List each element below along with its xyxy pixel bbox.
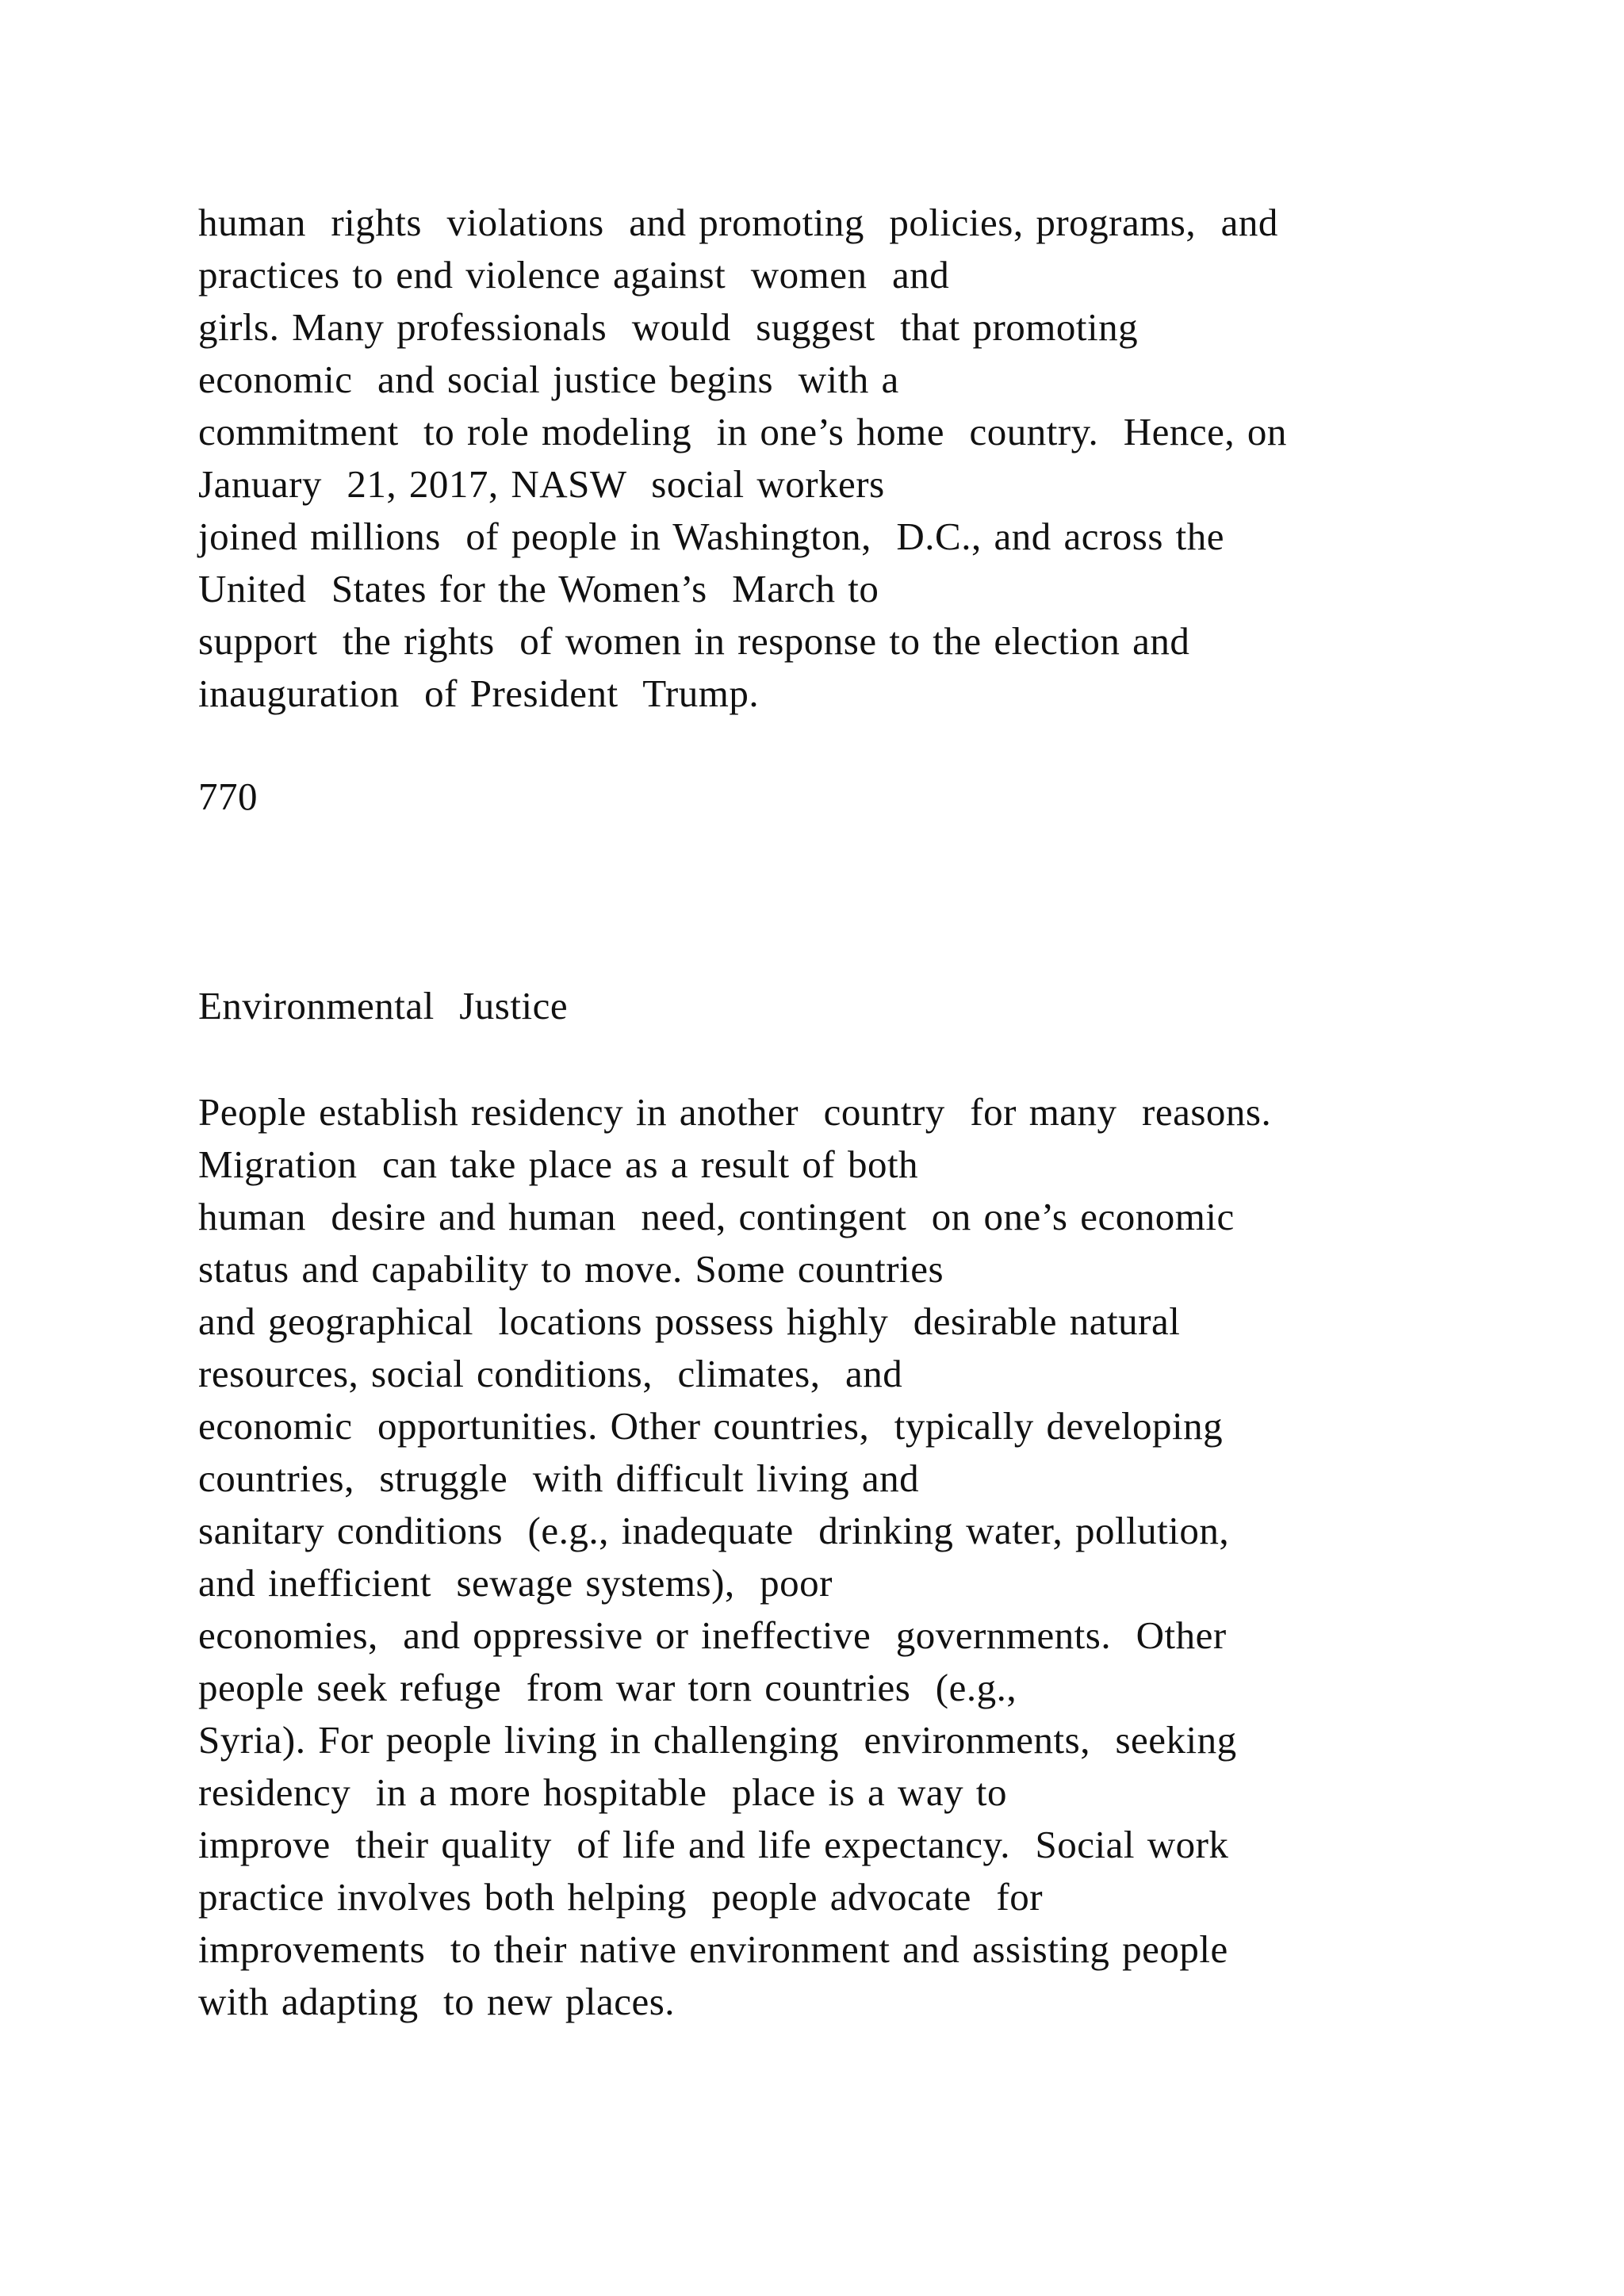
- text-line: practice involves both helping people advocate for: [198, 1875, 1044, 1919]
- text-line: countries, struggle with difficult living and: [198, 1456, 920, 1500]
- text-line: economic opportunities. Other countries, typically developing: [198, 1404, 1224, 1448]
- text-line: commitment to role modeling in one’s home country. Hence, on: [198, 410, 1287, 453]
- text-line: improvements to their native environment and assisting people: [198, 1927, 1228, 1971]
- text-line: Migration can take place as a result of both: [198, 1142, 919, 1186]
- text-line: improve their quality of life and life expectancy. Social work: [198, 1823, 1229, 1866]
- section-heading-text: Environmental Justice: [198, 984, 569, 1027]
- text-line: economic and social justice begins with a: [198, 358, 899, 401]
- text-line: Syria). For people living in challenging environments, seeking: [198, 1718, 1237, 1762]
- text-line: human rights violations and promoting policies, programs, and: [198, 201, 1278, 244]
- text-line: human desire and human need, contingent on one’s economic: [198, 1195, 1235, 1238]
- text-line: January 21, 2017, NASW social workers: [198, 462, 885, 506]
- text-line: support the rights of women in response to the election and: [198, 619, 1190, 663]
- text-line: and inefficient sewage systems), poor: [198, 1561, 833, 1605]
- paragraph-human-rights: [198, 197, 1594, 720]
- text-line: status and capability to move. Some countries: [198, 1247, 944, 1291]
- text-line: with adapting to new places.: [198, 1980, 676, 2023]
- page-number: [198, 771, 1594, 823]
- text-line: economies, and oppressive or ineffective governments. Other: [198, 1613, 1227, 1657]
- text-line: joined millions of people in Washington, D.C., and across the: [198, 515, 1225, 558]
- text-line: United States for the Women’s March to: [198, 567, 879, 610]
- paragraph-environmental-justice: [198, 1086, 1594, 2028]
- page-number-text: 770: [198, 775, 258, 818]
- text-line: People establish residency in another country for many reasons.: [198, 1090, 1272, 1134]
- text-line: resources, social conditions, climates, and: [198, 1352, 903, 1395]
- text-line: sanitary conditions (e.g., inadequate drinking water, pollution,: [198, 1509, 1230, 1552]
- text-line: and geographical locations possess highly desirable natural: [198, 1299, 1181, 1343]
- text-line: practices to end violence against women and: [198, 253, 950, 297]
- text-line: inauguration of President Trump.: [198, 672, 760, 715]
- text-line: residency in a more hospitable place is a way to: [198, 1770, 1007, 1814]
- text-line: people seek refuge from war torn countries (e.g.,: [198, 1666, 1017, 1709]
- section-heading: [198, 980, 1594, 1032]
- text-line: girls. Many professionals would suggest that promoting: [198, 305, 1139, 349]
